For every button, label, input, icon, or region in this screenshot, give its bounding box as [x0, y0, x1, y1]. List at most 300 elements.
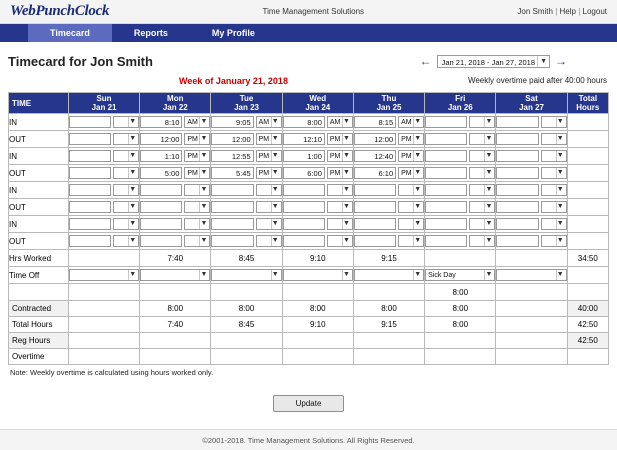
ampm-select[interactable] — [113, 218, 139, 230]
time-input[interactable] — [140, 235, 182, 247]
top-bar — [0, 0, 617, 24]
ampm-select[interactable] — [327, 201, 353, 213]
day-name: Mon — [167, 94, 184, 103]
punch-cell — [211, 148, 282, 165]
ampm-select[interactable] — [541, 184, 567, 196]
chevron-down-icon: ▼ — [414, 186, 422, 193]
tab-my-profile[interactable]: My Profile — [211, 28, 255, 38]
chevron-down-icon: ▼ — [414, 152, 422, 159]
time-input[interactable] — [69, 116, 111, 128]
ampm-select[interactable] — [327, 116, 353, 128]
ampm-select[interactable] — [469, 150, 495, 162]
time-input[interactable] — [425, 133, 467, 145]
ampm-select[interactable] — [327, 218, 353, 230]
chevron-down-icon: ▼ — [540, 57, 547, 65]
time-off-hours — [353, 284, 424, 301]
ampm-select[interactable] — [398, 184, 424, 196]
time-input[interactable] — [69, 218, 111, 230]
time-input[interactable] — [496, 218, 538, 230]
ampm-select[interactable] — [184, 201, 210, 213]
ampm-select[interactable] — [184, 218, 210, 230]
overtime-policy-note: Weekly overtime paid after 40:00 hours — [467, 76, 607, 85]
punch-cell — [282, 182, 353, 199]
chevron-down-icon: ▼ — [485, 271, 493, 278]
ampm-select[interactable] — [398, 116, 424, 128]
ampm-select[interactable] — [184, 133, 210, 145]
time-input[interactable] — [283, 218, 325, 230]
ampm-select[interactable] — [541, 235, 567, 247]
row-label: Reg Hours — [9, 333, 69, 349]
chevron-down-icon: ▼ — [485, 118, 493, 125]
ampm-select[interactable] — [113, 150, 139, 162]
time-input[interactable] — [211, 184, 253, 196]
next-week-arrow-icon[interactable]: → — [555, 54, 567, 68]
ampm-select[interactable] — [327, 133, 353, 145]
hours-worked-value — [425, 250, 496, 267]
time-input[interactable] — [69, 235, 111, 247]
ampm-value: PM — [258, 136, 270, 143]
chevron-down-icon: ▼ — [271, 169, 279, 176]
ampm-select[interactable] — [541, 167, 567, 179]
summary-value — [68, 333, 139, 349]
app-tagline: Time Management Solutions — [262, 7, 365, 16]
time-input[interactable] — [140, 218, 182, 230]
summary-total: 42:50 — [567, 317, 608, 333]
logout-link[interactable]: Logout — [582, 7, 607, 16]
time-off-select[interactable] — [425, 269, 495, 281]
chevron-down-icon: ▼ — [200, 203, 208, 210]
time-input[interactable] — [211, 201, 253, 213]
time-input[interactable]: 6:00 — [283, 167, 325, 179]
chevron-down-icon: ▼ — [342, 135, 350, 142]
ampm-value: PM — [329, 136, 341, 143]
time-input[interactable] — [496, 201, 538, 213]
time-off-hours — [68, 284, 139, 301]
tab-timecard[interactable]: Timecard — [28, 24, 112, 42]
ampm-select[interactable] — [398, 235, 424, 247]
punch-cell — [282, 131, 353, 148]
summary-value — [211, 333, 282, 349]
time-off-row — [9, 267, 609, 284]
time-input[interactable] — [283, 184, 325, 196]
punch-cell — [211, 199, 282, 216]
punch-cell — [140, 165, 211, 182]
chevron-down-icon: ▼ — [342, 118, 350, 125]
page-header — [8, 48, 609, 74]
ampm-select[interactable] — [113, 184, 139, 196]
ampm-value: PM — [329, 153, 341, 160]
ampm-select[interactable] — [541, 201, 567, 213]
time-input[interactable] — [425, 218, 467, 230]
row-total — [567, 131, 608, 148]
time-off-value: Sick Day — [428, 272, 456, 279]
ampm-select[interactable] — [327, 235, 353, 247]
ampm-select[interactable] — [256, 218, 282, 230]
chevron-down-icon: ▼ — [200, 186, 208, 193]
chevron-down-icon: ▼ — [271, 118, 279, 125]
ampm-select[interactable] — [469, 167, 495, 179]
time-input[interactable]: 1:00 — [283, 150, 325, 162]
punch-cell — [353, 182, 424, 199]
ampm-value: AM — [401, 119, 412, 126]
time-input[interactable] — [354, 218, 396, 230]
col-day-mon — [140, 93, 211, 114]
time-input[interactable] — [496, 167, 538, 179]
ampm-select[interactable] — [113, 201, 139, 213]
time-off-hours-total — [567, 284, 608, 301]
punch-cell — [425, 148, 496, 165]
punch-cell — [496, 216, 567, 233]
timecard-table — [8, 92, 609, 365]
time-off-select[interactable] — [211, 269, 281, 281]
time-off-select[interactable] — [496, 269, 566, 281]
tab-reports[interactable]: Reports — [133, 28, 168, 38]
ampm-select[interactable] — [256, 116, 282, 128]
row-label: OUT — [9, 199, 69, 216]
chevron-down-icon: ▼ — [556, 169, 564, 176]
punch-cell — [496, 131, 567, 148]
summary-value: 8:45 — [211, 317, 282, 333]
summary-value: 8:00 — [282, 301, 353, 317]
chevron-down-icon: ▼ — [414, 237, 422, 244]
time-input[interactable] — [496, 184, 538, 196]
ampm-value: AM — [329, 119, 341, 126]
time-input[interactable] — [69, 184, 111, 196]
summary-value: 8:00 — [211, 301, 282, 317]
time-input[interactable] — [496, 116, 538, 128]
footer — [0, 429, 617, 450]
punch-cell — [68, 165, 139, 182]
time-input[interactable]: 12:00 — [140, 133, 182, 145]
chevron-down-icon: ▼ — [414, 203, 422, 210]
ampm-value: PM — [187, 136, 198, 143]
summary-value: 7:40 — [140, 317, 211, 333]
table-body — [9, 114, 609, 365]
time-input[interactable] — [425, 150, 467, 162]
time-input[interactable]: 12:00 — [354, 133, 396, 145]
punch-cell — [353, 199, 424, 216]
previous-week-arrow-icon[interactable]: ← — [419, 54, 432, 68]
chevron-down-icon: ▼ — [414, 135, 422, 142]
ampm-select[interactable] — [469, 218, 495, 230]
time-input[interactable] — [496, 235, 538, 247]
chevron-down-icon: ▼ — [342, 186, 350, 193]
punch-cell — [282, 114, 353, 131]
update-button[interactable]: Update — [273, 395, 345, 412]
chevron-down-icon: ▼ — [342, 237, 350, 244]
row-label: OUT — [9, 131, 69, 148]
chevron-down-icon: ▼ — [129, 203, 137, 210]
copyright-text: ©2001-2018. Time Management Solutions. All Rights Reserved. — [202, 435, 415, 445]
time-off-select[interactable] — [354, 269, 424, 281]
time-input[interactable]: 8:00 — [283, 116, 325, 128]
time-input[interactable] — [69, 201, 111, 213]
ampm-select[interactable] — [184, 150, 210, 162]
time-off-cell — [211, 267, 282, 284]
punch-cell — [353, 216, 424, 233]
punch-cell — [68, 199, 139, 216]
ampm-select[interactable] — [256, 133, 282, 145]
punch-cell — [425, 199, 496, 216]
ampm-value: AM — [187, 119, 198, 126]
punch-cell — [140, 233, 211, 250]
user-name: Jon Smith — [517, 7, 553, 16]
ampm-select[interactable] — [184, 167, 210, 179]
ampm-value: PM — [187, 153, 198, 160]
chevron-down-icon: ▼ — [129, 135, 137, 142]
time-off-cell — [282, 267, 353, 284]
chevron-down-icon: ▼ — [414, 118, 422, 125]
summary-value — [282, 349, 353, 365]
time-input[interactable]: 5:45 — [211, 167, 253, 179]
row-label: Time Off — [9, 267, 69, 284]
punch-cell — [425, 182, 496, 199]
time-input[interactable]: 1:10 — [140, 150, 182, 162]
punch-cell — [425, 114, 496, 131]
punch-cell — [68, 131, 139, 148]
row-total — [567, 165, 608, 182]
chevron-down-icon: ▼ — [271, 135, 279, 142]
time-input[interactable] — [283, 201, 325, 213]
summary-row-reg-hours — [9, 333, 609, 349]
chevron-down-icon: ▼ — [556, 186, 564, 193]
ampm-select[interactable] — [113, 133, 139, 145]
time-input[interactable]: 5:00 — [140, 167, 182, 179]
ampm-select[interactable] — [469, 116, 495, 128]
ampm-select[interactable] — [541, 150, 567, 162]
time-off-hours — [282, 284, 353, 301]
row-label: IN — [9, 216, 69, 233]
time-input[interactable] — [354, 235, 396, 247]
summary-value — [353, 333, 424, 349]
table-head — [9, 93, 609, 114]
row-label: IN — [9, 148, 69, 165]
chevron-down-icon: ▼ — [485, 220, 493, 227]
ampm-select[interactable] — [256, 235, 282, 247]
header-row — [9, 93, 609, 114]
time-input[interactable] — [211, 218, 253, 230]
chevron-down-icon: ▼ — [129, 237, 137, 244]
chevron-down-icon: ▼ — [129, 271, 137, 278]
punch-row-in-2 — [9, 148, 609, 165]
ampm-select[interactable] — [398, 133, 424, 145]
ampm-select[interactable] — [541, 218, 567, 230]
ampm-select[interactable] — [256, 184, 282, 196]
row-label-empty — [9, 284, 69, 301]
chevron-down-icon: ▼ — [200, 135, 208, 142]
ampm-select[interactable] — [469, 201, 495, 213]
summary-row-overtime — [9, 349, 609, 365]
summary-value — [140, 349, 211, 365]
ampm-select[interactable] — [469, 133, 495, 145]
day-date: Jan 26 — [447, 103, 473, 112]
time-input[interactable]: 6:10 — [354, 167, 396, 179]
time-input[interactable] — [69, 133, 111, 145]
time-off-select[interactable] — [140, 269, 210, 281]
punch-cell — [211, 114, 282, 131]
ampm-select[interactable] — [398, 150, 424, 162]
row-label: IN — [9, 182, 69, 199]
summary-value: 9:10 — [282, 317, 353, 333]
hours-worked-value — [68, 250, 139, 267]
summary-value — [496, 333, 567, 349]
summary-value — [425, 349, 496, 365]
ampm-select[interactable] — [184, 235, 210, 247]
select-divider — [537, 56, 538, 67]
day-date: Jan 23 — [234, 103, 259, 112]
time-input[interactable] — [140, 201, 182, 213]
ampm-select[interactable] — [541, 116, 567, 128]
chevron-down-icon: ▼ — [200, 169, 208, 176]
summary-total: 42:50 — [567, 333, 608, 349]
ampm-value: PM — [401, 153, 412, 160]
punch-cell — [211, 131, 282, 148]
week-range-value: Jan 21, 2018 - Jan 27, 2018 — [441, 57, 535, 67]
time-off-select[interactable] — [283, 269, 353, 281]
col-time: TIME — [9, 93, 69, 114]
ampm-value: PM — [187, 170, 198, 177]
chevron-down-icon: ▼ — [200, 271, 208, 278]
time-off-cell — [68, 267, 139, 284]
time-off-cell — [140, 267, 211, 284]
ampm-value: AM — [258, 119, 270, 126]
chevron-down-icon: ▼ — [200, 152, 208, 159]
day-name: Sun — [96, 94, 112, 103]
chevron-down-icon: ▼ — [271, 220, 279, 227]
time-input[interactable] — [425, 167, 467, 179]
time-input[interactable] — [496, 150, 538, 162]
day-name: Fri — [455, 94, 466, 103]
time-input[interactable] — [496, 133, 538, 145]
ampm-select[interactable] — [113, 235, 139, 247]
time-off-select[interactable] — [69, 269, 139, 281]
time-off-hours-row — [9, 284, 609, 301]
summary-row-total-hours — [9, 317, 609, 333]
time-input[interactable] — [425, 116, 467, 128]
punch-cell — [140, 199, 211, 216]
time-input[interactable]: 9:05 — [211, 116, 253, 128]
time-input[interactable]: 12:55 — [211, 150, 253, 162]
week-range-select[interactable] — [437, 55, 550, 68]
punch-cell — [140, 182, 211, 199]
punch-cell — [496, 114, 567, 131]
time-input[interactable] — [354, 201, 396, 213]
ampm-value: PM — [329, 170, 341, 177]
chevron-down-icon: ▼ — [342, 203, 350, 210]
summary-value: 8:00 — [425, 317, 496, 333]
hours-worked-value: 7:40 — [140, 250, 211, 267]
time-input[interactable] — [283, 235, 325, 247]
day-name: Wed — [309, 94, 327, 103]
time-input[interactable] — [425, 235, 467, 247]
time-input[interactable]: 12:40 — [354, 150, 396, 162]
chevron-down-icon: ▼ — [342, 271, 350, 278]
punch-cell — [211, 165, 282, 182]
row-label: Total Hours — [9, 317, 69, 333]
ampm-select[interactable] — [184, 184, 210, 196]
time-input[interactable] — [211, 235, 253, 247]
time-off-cell — [496, 267, 567, 284]
ampm-select[interactable] — [469, 235, 495, 247]
punch-row-out-1 — [9, 131, 609, 148]
page-content — [0, 42, 617, 412]
row-label: Hrs Worked — [9, 250, 69, 267]
time-input[interactable]: 12:10 — [283, 133, 325, 145]
ampm-select[interactable] — [327, 150, 353, 162]
time-input[interactable] — [69, 150, 111, 162]
day-name: Tue — [239, 94, 254, 103]
col-day-wed — [282, 93, 353, 114]
day-name: Thu — [381, 94, 397, 103]
ampm-select[interactable] — [256, 167, 282, 179]
summary-value — [496, 301, 567, 317]
ampm-select[interactable] — [398, 218, 424, 230]
ampm-select[interactable] — [327, 184, 353, 196]
punch-cell — [282, 165, 353, 182]
punch-cell — [353, 148, 424, 165]
col-day-fri — [425, 93, 496, 114]
ampm-select[interactable] — [398, 201, 424, 213]
summary-value — [68, 349, 139, 365]
punch-cell — [140, 131, 211, 148]
time-input[interactable] — [425, 201, 467, 213]
ampm-select[interactable] — [113, 116, 139, 128]
ampm-select[interactable] — [541, 133, 567, 145]
ampm-select[interactable] — [327, 167, 353, 179]
summary-value: 8:00 — [140, 301, 211, 317]
chevron-down-icon: ▼ — [556, 203, 564, 210]
chevron-down-icon: ▼ — [129, 186, 137, 193]
summary-value — [425, 333, 496, 349]
time-off-cell — [353, 267, 424, 284]
help-link[interactable]: Help — [559, 7, 576, 16]
chevron-down-icon: ▼ — [556, 152, 564, 159]
time-input[interactable]: 8:10 — [140, 116, 182, 128]
time-input[interactable] — [354, 184, 396, 196]
time-off-hours — [211, 284, 282, 301]
time-input[interactable] — [425, 184, 467, 196]
ampm-select[interactable] — [256, 201, 282, 213]
ampm-select[interactable] — [256, 150, 282, 162]
day-date: Jan 27 — [519, 103, 544, 112]
ampm-select[interactable] — [113, 167, 139, 179]
ampm-value: PM — [258, 153, 270, 160]
punch-cell — [353, 165, 424, 182]
hours-worked-value: 9:15 — [353, 250, 424, 267]
punch-cell — [496, 199, 567, 216]
chevron-down-icon: ▼ — [342, 169, 350, 176]
punch-row-out-3 — [9, 199, 609, 216]
week-of-label: Week of January 21, 2018 — [179, 76, 288, 86]
chevron-down-icon: ▼ — [485, 169, 493, 176]
time-off-hours — [140, 284, 211, 301]
time-input[interactable]: 8:15 — [354, 116, 396, 128]
punch-cell — [496, 182, 567, 199]
row-total — [567, 148, 608, 165]
time-input[interactable]: 12:00 — [211, 133, 253, 145]
punch-row-out-2 — [9, 165, 609, 182]
summary-total: 40:00 — [567, 301, 608, 317]
ampm-value: PM — [258, 170, 270, 177]
ampm-select[interactable] — [469, 184, 495, 196]
ampm-select[interactable] — [398, 167, 424, 179]
time-input[interactable] — [140, 184, 182, 196]
ampm-select[interactable] — [184, 116, 210, 128]
link-separator-1: | — [555, 7, 558, 16]
chevron-down-icon: ▼ — [556, 135, 564, 142]
time-input[interactable] — [69, 167, 111, 179]
chevron-down-icon: ▼ — [485, 135, 493, 142]
